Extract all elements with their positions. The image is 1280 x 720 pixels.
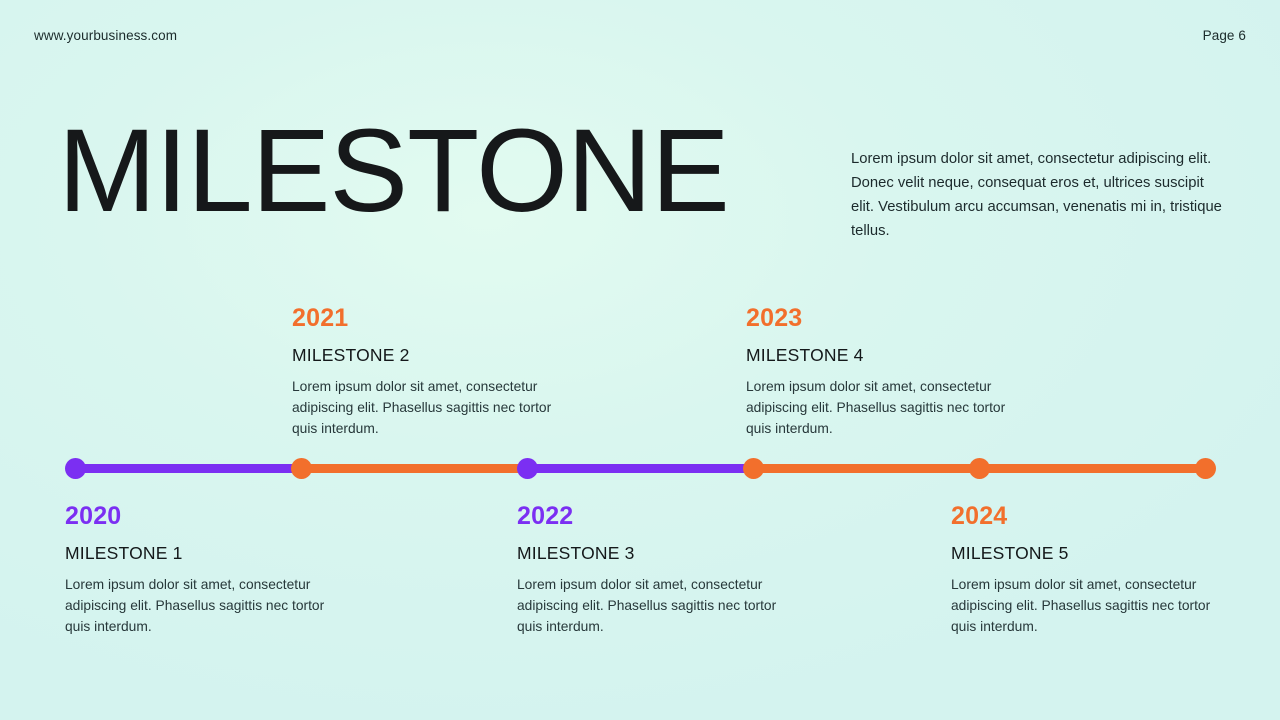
- timeline-node-2020[interactable]: [65, 458, 86, 479]
- milestone-name: MILESTONE 2: [292, 345, 410, 365]
- milestone-item-2023: [746, 304, 1014, 440]
- milestone-item-2024: [951, 502, 1219, 638]
- timeline-segment-3: [524, 464, 756, 473]
- timeline-node-2021[interactable]: [291, 458, 312, 479]
- milestone-year: 2023: [746, 304, 803, 332]
- milestone-description: Lorem ipsum dolor sit amet, consectetur adipiscing elit. Phasellus sagittis nec tortor quis interdum.: [65, 577, 325, 635]
- milestone-year: 2022: [517, 502, 574, 530]
- milestone-description: Lorem ipsum dolor sit amet, consectetur adipiscing elit. Phasellus sagittis nec tortor quis interdum.: [292, 379, 552, 437]
- milestone-item-2022: [517, 502, 785, 638]
- page-title: MILESTONE: [58, 105, 729, 237]
- milestone-year: 2021: [292, 304, 349, 332]
- milestone-item-2020: [65, 502, 333, 638]
- milestone-name: MILESTONE 5: [951, 543, 1069, 563]
- timeline-node-2022[interactable]: [517, 458, 538, 479]
- milestone-name: MILESTONE 4: [746, 345, 864, 365]
- timeline-node-2024[interactable]: [969, 458, 990, 479]
- milestone-description: Lorem ipsum dolor sit amet, consectetur adipiscing elit. Phasellus sagittis nec tortor quis interdum.: [951, 577, 1211, 635]
- timeline-segment-1: [66, 464, 302, 473]
- timeline-node-2023[interactable]: [743, 458, 764, 479]
- page-number: Page 6: [1202, 28, 1246, 43]
- intro-paragraph: Lorem ipsum dolor sit amet, consectetur adipiscing elit. Donec velit neque, consequat eros et, ultrices suscipit elit. Vestibulum arcu accumsan, venenatis mi in, tristique tellus.: [851, 151, 1222, 239]
- timeline-node-end[interactable]: [1195, 458, 1216, 479]
- milestone-description: Lorem ipsum dolor sit amet, consectetur adipiscing elit. Phasellus sagittis nec tortor quis interdum.: [517, 577, 777, 635]
- milestone-name: MILESTONE 1: [65, 543, 183, 563]
- website-url: www.yourbusiness.com: [34, 28, 178, 43]
- timeline-segment-2: [298, 464, 530, 473]
- milestone-year: 2024: [951, 502, 1008, 530]
- milestone-description: Lorem ipsum dolor sit amet, consectetur adipiscing elit. Phasellus sagittis nec tortor quis interdum.: [746, 379, 1006, 437]
- milestone-name: MILESTONE 3: [517, 543, 635, 563]
- milestone-year: 2020: [65, 502, 122, 530]
- milestone-item-2021: [292, 304, 560, 440]
